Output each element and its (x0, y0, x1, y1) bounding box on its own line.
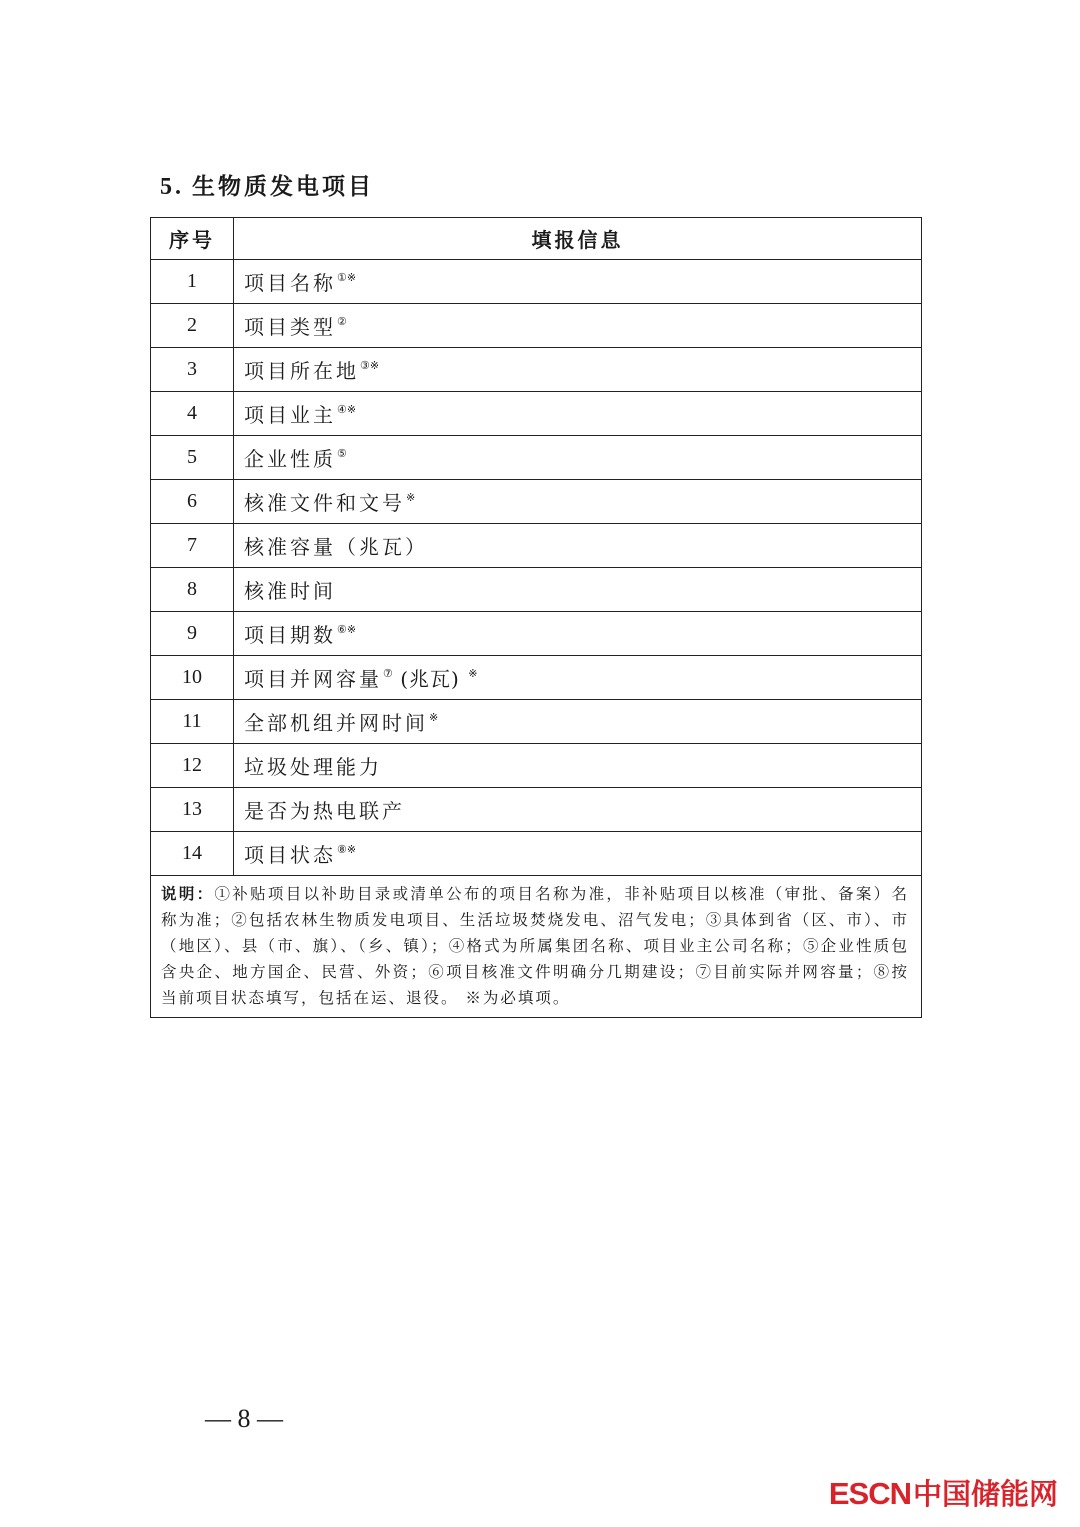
row-serial: 14 (151, 832, 234, 876)
section-number: 5. (160, 174, 184, 200)
row-info (234, 568, 922, 612)
row-serial: 6 (151, 480, 234, 524)
row-serial: 5 (151, 436, 234, 480)
row-label: 项目状态 (244, 843, 336, 867)
row-info (234, 788, 922, 832)
row-info (234, 348, 922, 392)
row-serial: 12 (151, 744, 234, 788)
table-row (151, 524, 922, 568)
row-footnote-mark: ⑥※ (337, 623, 357, 636)
row-footnote-mark: ③※ (360, 359, 380, 372)
table-row (151, 700, 922, 744)
row-required-mark: ※ (468, 667, 478, 680)
row-label: 垃圾处理能力 (244, 755, 382, 779)
row-info (234, 612, 922, 656)
row-unit: (兆瓦) (392, 667, 468, 691)
section-title: 生物质发电项目 (192, 173, 374, 200)
row-label: 核准时间 (244, 579, 336, 603)
row-label: 项目并网容量 (244, 667, 382, 691)
watermark-cn: 中国储能网 (912, 1479, 1058, 1511)
row-info (234, 436, 922, 480)
row-footnote-mark: ⑦ (383, 667, 393, 680)
row-serial: 2 (151, 304, 234, 348)
row-info (234, 260, 922, 304)
row-label: 项目所在地 (244, 359, 359, 383)
table-row (151, 568, 922, 612)
row-footnote-mark: ⑤ (337, 447, 347, 460)
section-heading (160, 168, 374, 201)
table-row (151, 612, 922, 656)
table-row (151, 744, 922, 788)
row-info (234, 524, 922, 568)
table-row (151, 832, 922, 876)
escn-watermark-logo (829, 1472, 1058, 1513)
table-row (151, 480, 922, 524)
row-serial: 9 (151, 612, 234, 656)
row-info (234, 832, 922, 876)
row-serial: 13 (151, 788, 234, 832)
note-label: 说明： (161, 884, 215, 903)
table-row (151, 788, 922, 832)
row-footnote-mark: ※ (429, 711, 439, 724)
table-row (151, 392, 922, 436)
row-label: 企业性质 (244, 447, 336, 471)
table-header-row (151, 218, 922, 260)
row-footnote-mark: ④※ (337, 403, 357, 416)
row-serial: 4 (151, 392, 234, 436)
row-label: 项目期数 (244, 623, 336, 647)
watermark-latin: ESCN (828, 1476, 911, 1511)
row-footnote-mark: ①※ (337, 271, 357, 284)
row-label: 核准文件和文号 (244, 491, 405, 515)
row-label: 项目业主 (244, 403, 336, 427)
table-row (151, 436, 922, 480)
row-serial: 1 (151, 260, 234, 304)
row-info (234, 700, 922, 744)
row-footnote-mark: ⑧※ (337, 843, 357, 856)
row-serial: 3 (151, 348, 234, 392)
row-label: 是否为热电联产 (244, 799, 405, 823)
row-footnote-mark: ② (337, 315, 347, 328)
row-footnote-mark: ※ (406, 491, 416, 504)
row-info (234, 744, 922, 788)
row-serial: 11 (151, 700, 234, 744)
project-info-table (150, 217, 922, 1018)
row-label: 项目名称 (244, 271, 336, 295)
header-info: 填报信息 (234, 218, 922, 260)
row-info (234, 480, 922, 524)
table-row (151, 348, 922, 392)
table-row (151, 304, 922, 348)
row-info (234, 304, 922, 348)
table-row (151, 260, 922, 304)
table-row (151, 656, 922, 700)
note-cell (151, 876, 922, 1018)
note-row (151, 876, 922, 1018)
header-serial: 序号 (151, 218, 234, 260)
row-serial: 7 (151, 524, 234, 568)
row-label: 项目类型 (244, 315, 336, 339)
row-info (234, 392, 922, 436)
row-info (234, 656, 922, 700)
row-label: 核准容量（兆瓦） (244, 535, 428, 559)
page-number: — 8 — (205, 1404, 283, 1433)
row-serial: 8 (151, 568, 234, 612)
row-serial: 10 (151, 656, 234, 700)
row-label: 全部机组并网时间 (244, 711, 428, 735)
note-text: ①补贴项目以补助目录或清单公布的项目名称为准，非补贴项目以核准（审批、备案）名称为准；②包括农林生物质发电项目、生活垃圾焚烧发电、沼气发电；③具体到省（区、市）、市（地区）、县（市、旗）、（乡、镇）；④格式为所属集团名称、项目业主公司名称；⑤企业性质包含央企、地方国企、民营、外资；⑥项目核准文件明确分几期建设；⑦目前实际并网容量；⑧按当前项目状态填写，包括在运、退役。 ※为必填项。 (161, 885, 909, 1007)
